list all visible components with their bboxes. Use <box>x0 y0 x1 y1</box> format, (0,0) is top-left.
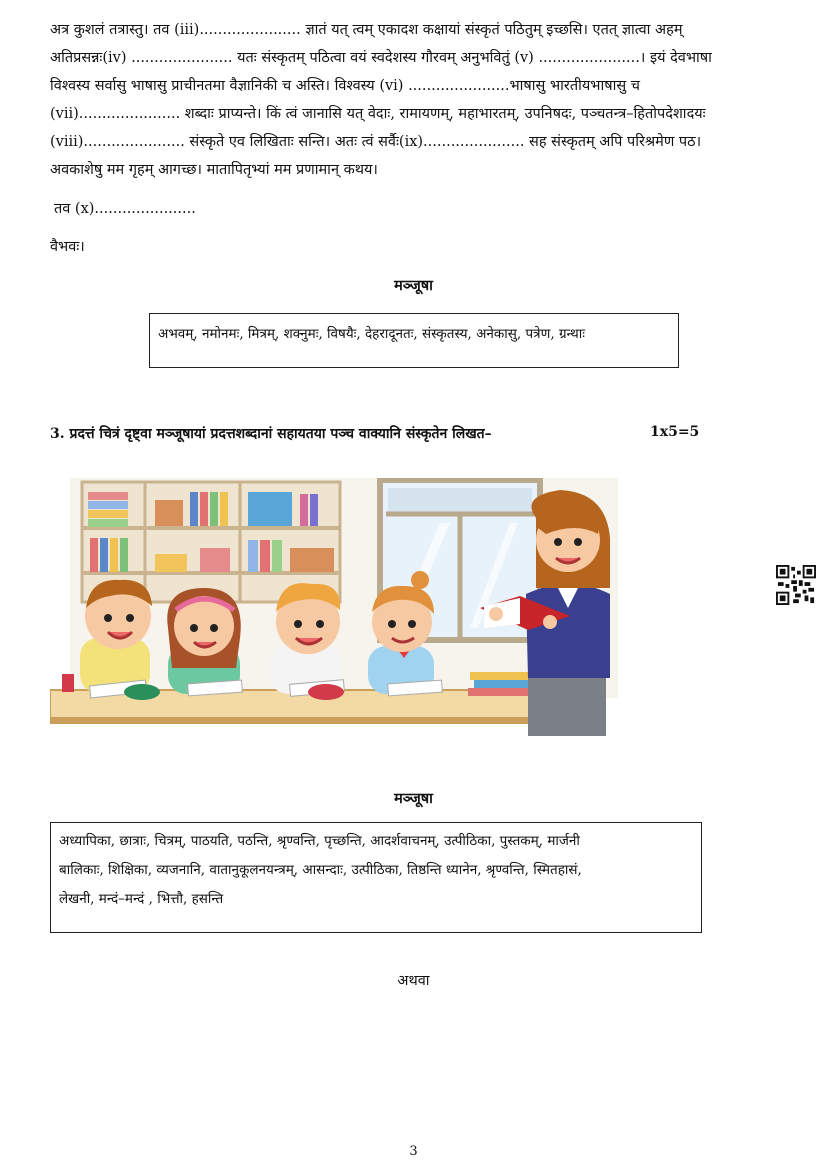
student-girl-1 <box>167 588 241 694</box>
page-number: 3 <box>409 1144 418 1159</box>
manjusha-heading: मञ्जूषा <box>394 790 433 807</box>
word-box <box>50 822 702 933</box>
manjusha-heading: मञ्जूषा <box>394 277 433 294</box>
letter-signature: वैभवः। <box>50 239 85 255</box>
word-box-line: अध्यापिका, छात्राः, चित्रम्, पाठयति, पठन्ति, श्रृण्वन्ति, पृच्छन्ति, आदर्शवाचनम्, उत्पीठिका, पुस्तकम्, मार्जनी <box>59 833 580 849</box>
qr-code-icon <box>776 565 816 605</box>
letter-line: (vii)...................... शब्दाः प्राप्यन्ते। किं त्वं जानासि यत् वेदाः, रामायणम्, महाभारतम्, उपनिषदः, पञ्चतन्त्र–हितोपदेशादयः <box>50 106 706 122</box>
athava-label: अथवा <box>397 973 430 989</box>
letter-closing: तव (x)...................... <box>54 201 196 217</box>
letter-line: अवकाशेषु मम गृहम् आगच्छ। मातापितृभ्यां मम प्रणामान् कथय। <box>50 162 378 178</box>
letter-line: (viii)...................... संस्कृते एव लिखिताः सन्ति। अतः त्वं सर्वैः(ix)...................... सह संस्कृतम् अपि परिश्रमेण पठ। <box>50 134 702 150</box>
word-box-line: लेखनी, मन्दं–मन्दं , भित्तौ, हसन्ति <box>59 891 224 907</box>
letter-line: अतिप्रसन्नः(iv) ...................... यतः संस्कृतम् पठित्वा वयं स्वदेशस्य गौरवम् अनुभवितुं (v) ......................। इयं देवभाषा <box>50 50 712 66</box>
letter-paragraph <box>50 16 777 184</box>
question-3-marks: 1x5=5 <box>650 424 700 440</box>
word-box-line: बालिकाः, शिक्षिका, व्यजनानि, वातानुकूलनयन्त्रम्, आसन्दाः, उत्पीठिका, तिष्ठन्ति ध्यानेन, श्रृण्वन्ति, स्मितहासं, <box>59 862 582 878</box>
classroom-illustration <box>50 478 618 736</box>
word-box <box>149 313 679 368</box>
student-boy-2 <box>270 583 342 694</box>
question-3-text: 3. प्रदत्तं चित्रं दृष्ट्वा मञ्जूषायां प्रदत्तशब्दानां सहायतया पञ्च वाक्यानि संस्कृतेन लिखत– <box>50 426 492 442</box>
letter-line: अत्र कुशलं तत्रास्तु। तव (iii)...................... ज्ञातं यत् त्वम् एकादश कक्षायां संस्कृतं पठितुम् इच्छसि। एतत् ज्ञात्वा अहम् <box>50 22 683 38</box>
word-box-text: अभवम्, नमोनमः, मित्रम्, शक्नुमः, विषयैः, देहरादूनतः, संस्कृतस्य, अनेकासु, पत्रेण, ग्रन्थाः <box>158 326 586 342</box>
letter-line: विश्वस्य सर्वासु भाषासु प्राचीनतमा वैज्ञानिकी च अस्ति। विश्वस्य (vi) ......................भाषासु भारतीयभाषासु च <box>50 78 640 94</box>
